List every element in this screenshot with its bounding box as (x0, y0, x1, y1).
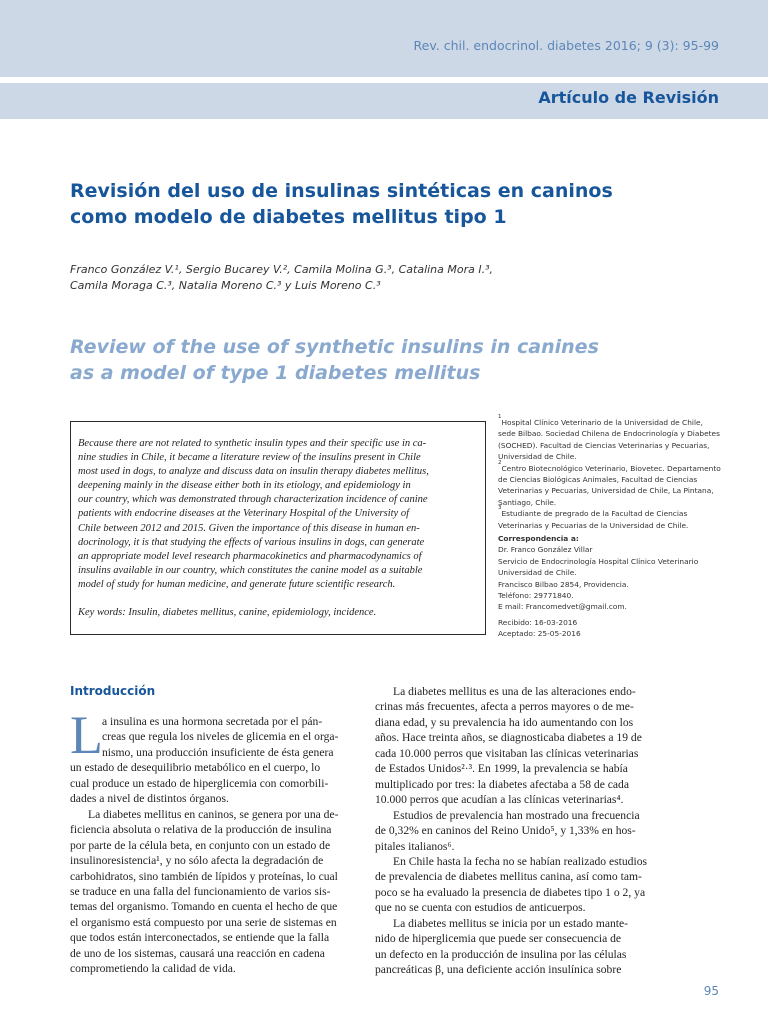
body-line: La diabetes mellitus en caninos, se genera por una de- (88, 807, 339, 821)
body-line: de prevalencia de diabetes mellitus canina, así como tam- (375, 870, 642, 884)
affiliation-line (498, 485, 730, 496)
affiliation-marker: 3 (498, 505, 502, 512)
abstract-line: our country, which was demonstrated through characterization incidence of canine (78, 494, 428, 506)
affiliation-text: (SOCHED). Facultad de Ciencias Veterinarias y Pecuarias, (498, 440, 710, 450)
abstract-line: insulins available in our country, which constitutes the canine model as a suitable (78, 564, 423, 576)
affiliation-line (498, 428, 730, 439)
english-title-line: Review of the use of synthetic insulins in canines (70, 336, 599, 358)
body-line: un defecto en la producción de insulina por las células (375, 947, 627, 961)
body-line: insulinoresistencia¹, y no sólo afecta la degradación de (70, 854, 324, 868)
abstract-line: deepening mainly in the disease either both in its etiology, and epidemiology in (78, 480, 411, 492)
body-line: La diabetes mellitus es una de las alteraciones endo- (393, 685, 636, 698)
affiliation-line (498, 520, 730, 531)
author-line: Camila Moraga C.³, Natalia Moreno C.³ y Luis Moreno C.³ (70, 279, 381, 292)
body-line: crinas más frecuentes, afecta a perros mayores o de me- (375, 700, 634, 714)
body-line: cada 10.000 perros que visitaban las clínicas veterinarias (375, 746, 639, 760)
author-line: Franco González V.¹, Sergio Bucarey V.², Camila Molina G.³, Catalina Mora I.³, (70, 263, 494, 276)
body-line: años. Hace treinta años, se diagnosticaba diabetes a 19 de (375, 731, 642, 745)
body-line: por parte de la célula beta, en conjunto con un estado de (70, 838, 331, 852)
correspondence-line: Francisco Bilbao 2854, Providencia. (498, 579, 629, 589)
body-line: 10.000 perros que acudían a las clínicas veterinarias⁴. (375, 793, 624, 807)
journal-reference: Rev. chil. endocrinol. diabetes 2016; 9 (3): 95-99 (413, 38, 719, 53)
correspondence-line: Universidad de Chile. (498, 568, 577, 578)
affiliation-text: Veterinarias y Pecuarias, Universidad de Chile, La Pintana, (498, 486, 714, 496)
english-title-line: as a model of type 1 diabetes mellitus (70, 362, 481, 384)
body-line: pitales italianos⁶. (375, 839, 455, 853)
spanish-title-line: como modelo de diabetes mellitus tipo 1 (70, 206, 507, 228)
affiliation-text: Centro Biotecnológico Veterinario, Biovetec. Departamento (501, 463, 721, 473)
body-line: carbohidratos, sino también de lípidos y proteínas, lo cual (70, 869, 338, 883)
abstract-line: most used in dogs, to analyze and discuss data on insulin therapy diabetes mellitus, (78, 466, 429, 478)
body-line: Estudios de prevalencia han mostrado una frecuencia (393, 808, 640, 822)
body-line: ficiencia absoluta o relativa de la producción de insulina (70, 823, 332, 837)
abstract-line: nine studies in Chile, it became a literature review of the insulins present in Chile (78, 452, 421, 464)
affiliation-marker: 1 (498, 414, 502, 420)
body-line: cual produce un estado de hiperglicemia con comorbili- (70, 776, 329, 790)
affiliations (498, 414, 730, 531)
section-label: Artículo de Revisión (538, 88, 719, 107)
affiliation-line (498, 451, 730, 462)
abstract-line: an appropriate model level research pharmacokinetics and pharmacodynamics of (78, 550, 422, 562)
body-column-left (70, 714, 358, 977)
body-line: un estado de desequilibrio metabólico en el cuerpo, lo (70, 761, 321, 775)
page-number: 95 (703, 984, 719, 998)
body-line: dades a nivel de distintos órganos. (70, 792, 229, 806)
body-line: a insulina es una hormona secretada por el pán- (102, 715, 323, 728)
body-line: creas que regula los niveles de glicemia en el orga- (102, 730, 339, 744)
affiliation-line (498, 497, 730, 508)
affiliation-line (498, 505, 730, 519)
keywords: Key words: Insulin, diabetes mellitus, canine, epidemiology, incidence. (78, 607, 377, 618)
correspondence-line: Dr. Franco González Villar (498, 545, 593, 555)
affiliation-text: Estudiante de pregrado de la Facultad de Ciencias (501, 509, 688, 519)
abstract-line: patients with endocrine diseases at the Veterinary Hospital of the University of (78, 508, 409, 520)
body-line: pancreáticas β, una deficiente acción insulínica sobre (375, 963, 622, 977)
affiliation-text: Veterinarias y Pecuarias de la Universidad de Chile. (498, 520, 689, 530)
abstract-line: model of study for human medicine, and generate future scientific research. (78, 578, 396, 590)
affiliation-text: Santiago, Chile. (498, 497, 557, 507)
correspondence-heading: Correspondencia a: (498, 534, 579, 543)
affiliation-line (498, 440, 730, 451)
affiliation-line (498, 414, 730, 428)
body-line: diana edad, y su prevalencia ha ido aumentando con los (375, 715, 634, 729)
spanish-title-line: Revisión del uso de insulinas sintéticas en caninos (70, 180, 613, 202)
author-list (70, 262, 493, 294)
accepted-date: Aceptado: 25-05-2016 (498, 629, 581, 639)
body-line: de 0,32% en caninos del Reino Unido⁵, y 1,33% en hos- (375, 824, 636, 838)
correspondence-block (498, 533, 730, 613)
affiliation-text: de Ciencias Biológicas Animales, Facultad de Ciencias (498, 475, 698, 485)
affiliation-text: Hospital Clínico Veterinario de la Universidad de Chile, (501, 418, 703, 427)
body-line: comprometiendo la calidad de vida. (70, 962, 236, 976)
body-line: que no se cuenta con estudios de anticuerpos. (375, 901, 586, 915)
drop-cap: L (70, 705, 103, 765)
affiliation-line (498, 474, 730, 485)
body-line: el organismo está compuesto por una serie de sistemas en (70, 915, 337, 929)
spanish-title (70, 178, 710, 230)
english-title (70, 334, 710, 386)
abstract-line: docrinology, it is that studying the effects of various insulins in dogs, can generate (78, 536, 425, 548)
body-line: nismo, una producción insuficiente de ésta genera (102, 745, 334, 759)
body-column-right (375, 684, 662, 978)
body-line: multiplicado por tres: la diabetes afectaba a 58 de cada (375, 777, 629, 791)
body-line: se traduce en una falla del funcionamiento de varios sis- (70, 884, 331, 898)
body-line: de uno de los sistemas, causará una reacción en cadena (70, 946, 325, 960)
introduction-heading: Introducción (70, 684, 156, 698)
dates-block (498, 617, 730, 640)
body-line: temas del organismo. Tomando en cuenta el hecho de que (70, 900, 338, 914)
affiliation-text: sede Bilbao. Sociedad Chilena de Endocrinología y Diabetes (498, 429, 720, 439)
correspondence-line: E mail: Francomedvet@gmail.com. (498, 602, 627, 612)
body-line: que todos están interconectados, se entiende que la falla (70, 931, 330, 945)
abstract-line: Chile between 2012 and 2015. Given the importance of this disease in human en- (78, 522, 420, 534)
abstract-line: Because there are not related to synthetic insulin types and their specific use in ca- (78, 438, 427, 449)
body-line: nido de hiperglicemia que puede ser consecuencia de (375, 932, 622, 946)
body-line: En Chile hasta la fecha no se habían realizado estudios (393, 854, 648, 868)
abstract-text (78, 437, 480, 592)
received-date: Recibido: 16-03-2016 (498, 618, 578, 627)
correspondence-line: Teléfono: 29771840. (498, 591, 574, 601)
body-line: de Estados Unidos²·³. En 1999, la prevalencia se había (375, 762, 628, 776)
correspondence-line: Servicio de Endocrinología Hospital Clínico Veterinario (498, 556, 699, 566)
body-line: poco se ha evaluado la presencia de diabetes tipo 1 o 2, ya (375, 885, 646, 899)
affiliation-line (498, 459, 730, 474)
body-line: La diabetes mellitus se inicia por un estado mante- (393, 916, 629, 930)
affiliation-text: Universidad de Chile. (498, 452, 577, 462)
affiliation-marker: 2 (498, 459, 502, 466)
